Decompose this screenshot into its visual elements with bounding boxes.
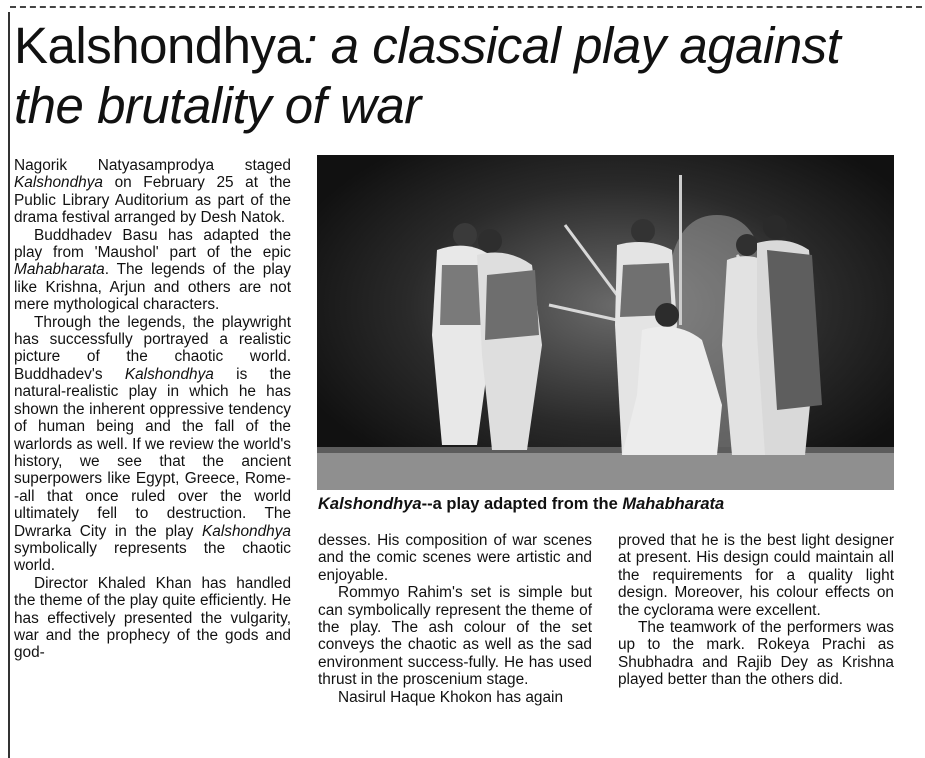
paragraph-adaptation [14,227,291,314]
headline-title: Kalshondhya [14,17,304,74]
text-run: Through the legends, the playwright has successfully portrayed a realistic picture of the chaotic world. Buddhadev's [14,313,291,383]
paragraph-lighting: proved that he is the best light designer at present. His design could maintain all the requirements for a quality light design. Moreover, his colour effects on the cyclorama were excellent. [618,532,894,619]
paragraph-intro [14,157,291,227]
stage-photo [317,155,894,490]
paragraph-set-design: Rommyo Rahim's set is simple but can symbolically represent the theme of the play. The ash colour of the set conveys the chaotic as well as the sad environment success-fully. He has used thrust in the proscenium stage. [318,584,592,689]
play-title-italic: Kalshondhya [14,174,103,192]
paragraph-lighting-start: Nasirul Haque Khokon has again [338,688,564,706]
caption-text: --a play adapted from the [421,495,623,513]
article-column-3 [618,532,894,689]
top-dashed-border [10,6,922,8]
left-column-rule [8,12,10,758]
headline-subtitle: : a classical play against the brutality of war [14,17,841,134]
text-run: symbolically represents the chaotic world. [14,539,291,575]
text-run: Buddhadev Basu has adapted the play from 'Maushol' part of the epic [14,226,291,262]
paragraph-composition: desses. His composition of war scenes and the comic scenes were artistic and enjoyable. [318,532,592,584]
article-column-2 [318,532,592,706]
play-title-italic: Kalshondhya [124,365,214,383]
text-run: is the natural-realistic play in which he has shown the inherent oppressive tendency of human being and the fall of the warlords as well. If we review the world's history, we see that the ancient superpowers like Egypt, Greece, Rome--all that once ruled over the world ultimately fell to destruction. The Dwrarka City in the play [14,365,291,540]
caption-epic-title: Mahabharata [622,495,725,513]
play-title-italic: Kalshondhya [202,522,291,540]
text-run: on February 25 at the Public Library Auditorium as part of the drama festival arranged by Desh Natok. [14,174,291,227]
text-run: . The legends of the play like Krishna, Arjun and others are not mere mythological characters. [14,261,291,314]
paragraph-performers: The teamwork of the performers was up to the mark. Rokeya Prachi as Shubhadra and Rajib Dey as Krishna played better than the others did. [618,619,894,689]
paragraph-director: Director Khaled Khan has handled the theme of the play quite efficiently. He has effectively presented the vulgarity, war and the prophecy of the gods and god- [14,574,291,662]
photo-caption [318,494,898,514]
text-run: Nagorik Natyasamprodya staged [14,157,291,174]
headline [14,16,919,136]
caption-play-title: Kalshondhya [318,495,422,513]
article-column-1 [14,157,291,662]
epic-title-italic: Mahabharata [14,261,105,279]
stage-photo-illustration [317,155,894,490]
paragraph-legends [14,314,291,575]
